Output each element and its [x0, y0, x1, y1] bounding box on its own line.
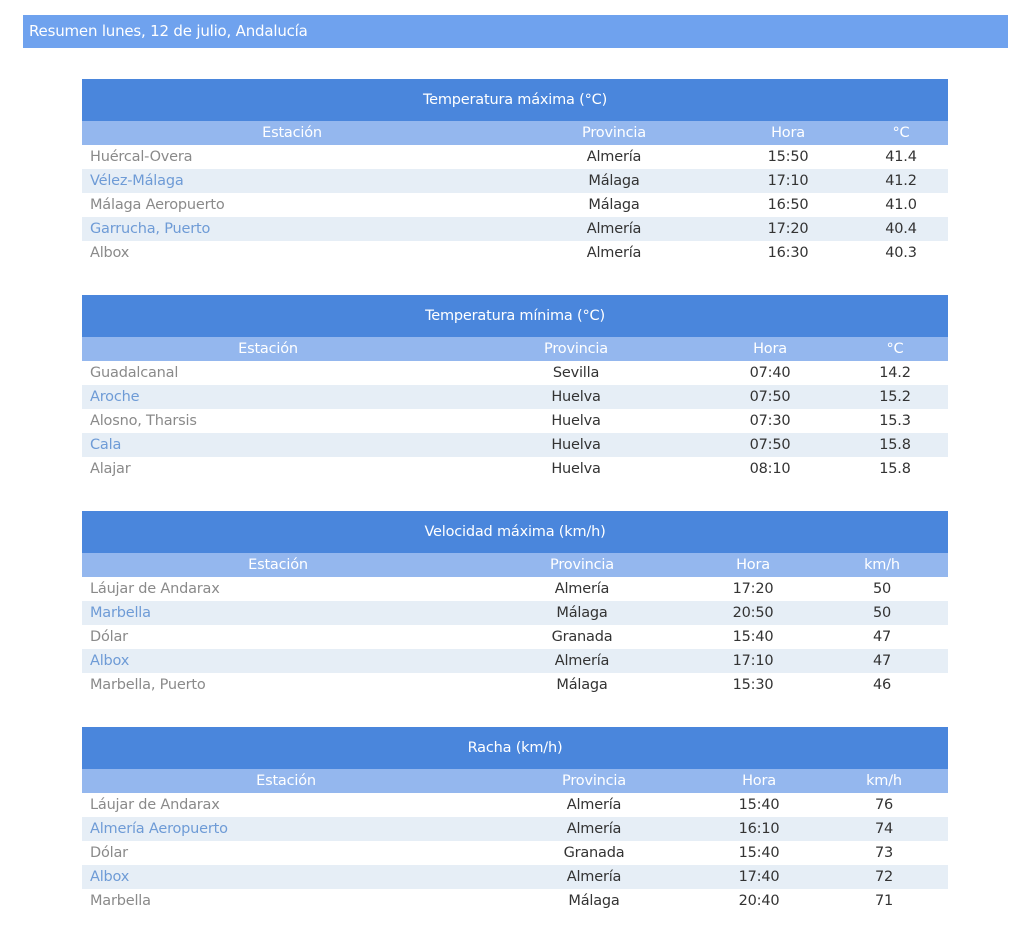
hour-cell: 16:50 [767, 197, 809, 213]
station-cell: Marbella [90, 893, 151, 909]
table-row [82, 193, 948, 217]
hour-cell: 07:40 [749, 365, 791, 381]
province-cell: Huelva [551, 389, 601, 405]
table-header-row [82, 121, 948, 145]
value-cell: 47 [872, 629, 892, 645]
station-cell: Garrucha, Puerto [90, 221, 211, 237]
table-temp-max [82, 79, 948, 265]
table-row [82, 409, 948, 433]
station-cell: Málaga Aeropuerto [90, 197, 225, 213]
hour-cell: 07:50 [749, 437, 791, 453]
col-station-header: Estación [262, 125, 322, 141]
hour-cell: 20:50 [732, 605, 774, 621]
station-cell: Cala [90, 437, 122, 453]
table-header-row [82, 769, 948, 793]
hour-cell: 07:30 [749, 413, 791, 429]
station-cell: Láujar de Andarax [90, 581, 220, 597]
col-hour-header: Hora [742, 773, 776, 789]
value-cell: 71 [874, 893, 894, 909]
province-cell: Almería [586, 245, 642, 261]
hour-cell: 17:40 [738, 869, 780, 885]
hour-cell: 15:40 [738, 797, 780, 813]
station-cell: Huércal-Overa [90, 149, 193, 165]
hour-cell: 17:20 [767, 221, 809, 237]
table-title: Racha (km/h) [82, 727, 948, 769]
value-cell: 41.0 [885, 197, 917, 213]
col-value-header: km/h [864, 557, 900, 573]
table-temp-min [82, 295, 948, 481]
province-cell: Málaga [588, 173, 640, 189]
table-row [82, 145, 948, 169]
province-cell: Sevilla [552, 365, 600, 381]
province-cell: Almería [586, 149, 642, 165]
province-cell: Málaga [556, 677, 608, 693]
value-cell: 15.3 [879, 413, 911, 429]
value-cell: 76 [874, 797, 894, 813]
table-title: Velocidad máxima (km/h) [82, 511, 948, 553]
table-row [82, 433, 948, 457]
province-cell: Málaga [588, 197, 640, 213]
province-cell: Almería [566, 797, 622, 813]
table-header-row [82, 553, 948, 577]
value-cell: 41.4 [885, 149, 917, 165]
table-row [82, 673, 948, 697]
table-row [82, 457, 948, 481]
province-cell: Granada [551, 629, 613, 645]
value-cell: 50 [872, 605, 892, 621]
hour-cell: 07:50 [749, 389, 791, 405]
value-cell: 73 [874, 845, 894, 861]
table-row [82, 625, 948, 649]
station-cell: Albox [90, 245, 130, 261]
province-cell: Almería [554, 581, 610, 597]
col-value-header: °C [892, 125, 910, 141]
table-title: Temperatura máxima (°C) [82, 79, 948, 121]
station-cell: Dólar [90, 845, 128, 861]
table-row [82, 889, 948, 913]
value-cell: 15.8 [879, 437, 911, 453]
table-row [82, 817, 948, 841]
hour-cell: 15:30 [732, 677, 774, 693]
col-province-header: Provincia [562, 773, 626, 789]
province-cell: Granada [563, 845, 625, 861]
value-cell: 40.3 [885, 245, 917, 261]
station-cell: Almería Aeropuerto [90, 821, 228, 837]
table-row [82, 169, 948, 193]
station-cell: Albox [90, 869, 130, 885]
hour-cell: 17:20 [732, 581, 774, 597]
summary-header: Resumen lunes, 12 de julio, Andalucía [23, 15, 1008, 48]
hour-cell: 15:40 [738, 845, 780, 861]
hour-cell: 16:10 [738, 821, 780, 837]
value-cell: 41.2 [885, 173, 917, 189]
value-cell: 47 [872, 653, 892, 669]
station-cell: Albox [90, 653, 130, 669]
hour-cell: 20:40 [738, 893, 780, 909]
station-cell: Marbella, Puerto [90, 677, 206, 693]
table-gust [82, 727, 948, 913]
value-cell: 40.4 [885, 221, 917, 237]
province-cell: Almería [586, 221, 642, 237]
province-cell: Huelva [551, 437, 601, 453]
value-cell: 50 [872, 581, 892, 597]
hour-cell: 16:30 [767, 245, 809, 261]
col-province-header: Provincia [550, 557, 614, 573]
province-cell: Almería [554, 653, 610, 669]
col-value-header: °C [886, 341, 904, 357]
table-row [82, 361, 948, 385]
hour-cell: 17:10 [767, 173, 809, 189]
table-row [82, 865, 948, 889]
col-value-header: km/h [866, 773, 902, 789]
table-row [82, 385, 948, 409]
station-cell: Guadalcanal [90, 365, 179, 381]
station-cell: Aroche [90, 389, 140, 405]
station-cell: Alosno, Tharsis [90, 413, 197, 429]
value-cell: 46 [872, 677, 892, 693]
table-title: Temperatura mínima (°C) [82, 295, 948, 337]
col-province-header: Provincia [544, 341, 608, 357]
table-row [82, 601, 948, 625]
col-hour-header: Hora [753, 341, 787, 357]
table-row [82, 841, 948, 865]
col-station-header: Estación [238, 341, 298, 357]
value-cell: 74 [874, 821, 894, 837]
value-cell: 15.8 [879, 461, 911, 477]
province-cell: Huelva [551, 413, 601, 429]
station-cell: Dólar [90, 629, 128, 645]
value-cell: 72 [874, 869, 894, 885]
province-cell: Málaga [556, 605, 608, 621]
station-cell: Alajar [90, 461, 131, 477]
station-cell: Marbella [90, 605, 151, 621]
table-row [82, 241, 948, 265]
hour-cell: 17:10 [732, 653, 774, 669]
province-cell: Almería [566, 821, 622, 837]
table-wind-speed [82, 511, 948, 697]
province-cell: Málaga [568, 893, 620, 909]
province-cell: Huelva [551, 461, 601, 477]
hour-cell: 15:40 [732, 629, 774, 645]
station-cell: Vélez-Málaga [90, 173, 184, 189]
col-hour-header: Hora [736, 557, 770, 573]
table-row [82, 577, 948, 601]
hour-cell: 08:10 [749, 461, 791, 477]
table-row [82, 217, 948, 241]
value-cell: 15.2 [879, 389, 911, 405]
table-row [82, 649, 948, 673]
hour-cell: 15:50 [767, 149, 809, 165]
station-cell: Láujar de Andarax [90, 797, 220, 813]
col-province-header: Provincia [582, 125, 646, 141]
value-cell: 14.2 [879, 365, 911, 381]
col-station-header: Estación [256, 773, 316, 789]
table-row [82, 793, 948, 817]
province-cell: Almería [566, 869, 622, 885]
col-station-header: Estación [248, 557, 308, 573]
col-hour-header: Hora [771, 125, 805, 141]
table-header-row [82, 337, 948, 361]
